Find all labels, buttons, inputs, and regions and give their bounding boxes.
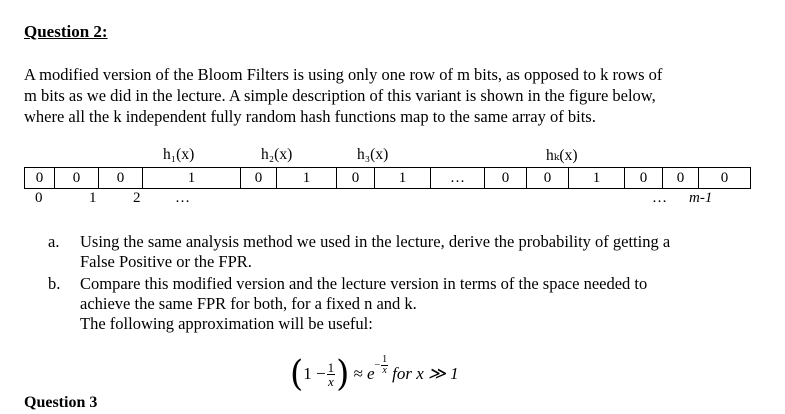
hash-label: hₖ(x) <box>546 147 578 164</box>
index-label: 2 <box>133 190 141 206</box>
intro-line: A modified version of the Bloom Filters is using only one row of m bits, as opposed to k rows of <box>24 65 663 84</box>
bit-cell: 0 <box>241 168 277 188</box>
index-ellipsis: … <box>175 190 190 206</box>
formula-fraction <box>327 361 336 388</box>
formula-exp-sign: − <box>374 359 381 371</box>
index-label-last: m-1 <box>689 190 713 206</box>
next-question-heading-cut: Question 3 <box>24 394 98 411</box>
formula-one-minus: 1 − <box>303 364 326 383</box>
intro-paragraph <box>24 64 764 127</box>
bit-cell: 0 <box>485 168 527 188</box>
part-line: The following approximation will be useful: <box>80 314 373 333</box>
part-marker: b. <box>48 274 61 293</box>
part-b <box>48 274 768 334</box>
formula-exp-den: x <box>382 364 387 376</box>
part-line: achieve the same FPR for both, for a fixed n and k. <box>80 294 417 313</box>
formula-exp-num: 1 <box>382 353 388 365</box>
intro-line: where all the k independent fully random hash functions map to the same array of bits. <box>24 107 596 126</box>
question-heading: Question 2: <box>24 22 108 41</box>
index-label: 1 <box>89 190 97 206</box>
hash-label: h₂(x) <box>261 146 293 163</box>
bit-cell: 1 <box>375 168 431 188</box>
approximation-formula <box>290 352 459 396</box>
formula-frac-num: 1 <box>327 359 335 375</box>
part-a <box>48 232 768 272</box>
index-ellipsis: … <box>652 190 667 206</box>
hash-label: h₃(x) <box>357 146 389 163</box>
part-line: Compare this modified version and the lecture version in terms of the space needed to <box>80 274 648 293</box>
part-line: False Positive or the FPR. <box>80 252 252 271</box>
index-row <box>0 190 785 210</box>
bit-cell: 0 <box>337 168 375 188</box>
part-line: Using the same analysis method we used in the lecture, derive the probability of getting a <box>80 232 671 251</box>
bit-cell: 0 <box>625 168 663 188</box>
bit-cell: 1 <box>277 168 337 188</box>
bit-cell: 0 <box>55 168 99 188</box>
formula-close-paren: ) <box>336 353 350 395</box>
formula-frac-den: x <box>327 373 334 389</box>
bit-cell: 0 <box>699 168 751 188</box>
bit-cell: 0 <box>527 168 569 188</box>
formula-open-paren: ( <box>290 353 304 395</box>
hash-label: h₁(x) <box>163 146 195 163</box>
bit-cell: 1 <box>569 168 625 188</box>
formula-exponent <box>381 355 388 376</box>
intro-line: m bits as we did in the lecture. A simple description of this variant is shown in the figure below, <box>24 86 656 105</box>
formula-approx-e: ≈ e <box>353 364 375 383</box>
bit-cell: 0 <box>663 168 699 188</box>
index-label: 0 <box>35 190 43 206</box>
formula-tail: for x ≫ 1 <box>392 364 459 383</box>
bit-array <box>24 167 751 189</box>
bit-cell-ellipsis: … <box>431 168 485 188</box>
bit-cell: 0 <box>25 168 55 188</box>
bit-cell: 1 <box>143 168 241 188</box>
hash-label-row <box>0 146 785 166</box>
part-marker: a. <box>48 232 60 251</box>
bit-cell: 0 <box>99 168 143 188</box>
question-parts <box>48 232 768 334</box>
